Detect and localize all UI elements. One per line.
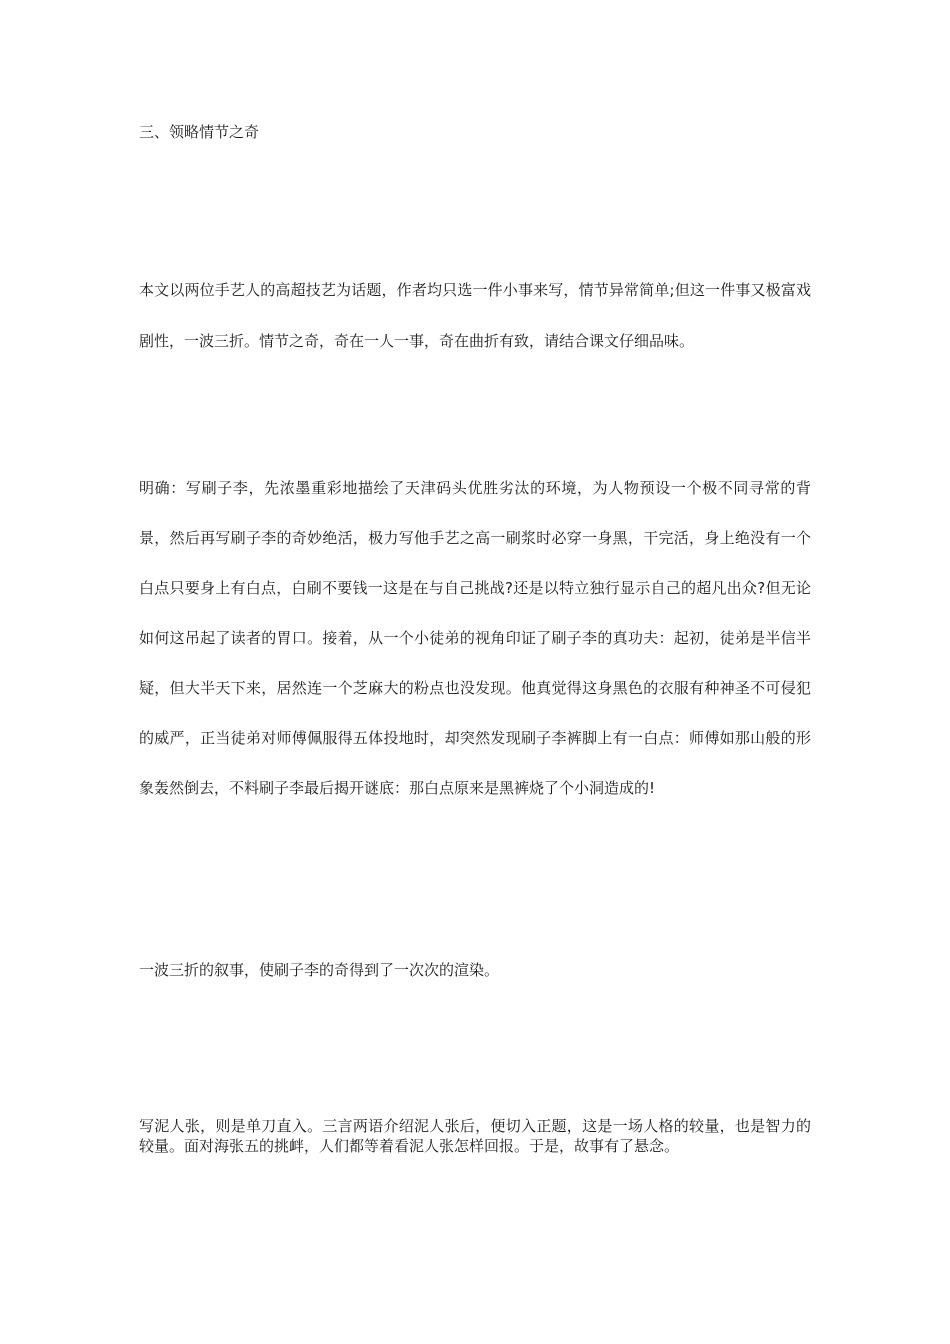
paragraph-nirenzhang: 写泥人张，则是单刀直入。三言两语介绍泥人张后，便切入正题，这是一场人格的较量，也是智力的较量。面对海张五的挑衅，人们都等着看泥人张怎样回报。于是，故事有了悬念。 (139, 1117, 811, 1155)
paragraph-shuazili-analysis: 明确：写刷子李，先浓墨重彩地描绘了天津码头优胜劣汰的环境，为人物预设一个极不同寻常的背景，然后再写刷子李的奇妙绝活，极力写他手艺之高一刷浆时必穿一身黑，干完活，身上绝没有一个白点只要身上有白点，白刷不要钱一这是在与自己挑战?还是以特立独行显示自己的超凡出众?但无论如何这吊起了读者的胃口。接着，从一个小徒弟的视角印证了刷子李的真功夫：起初，徒弟是半信半疑，但大半天下来，居然连一个芝麻大的粉点也没发现。他真觉得这身黑色的衣服有种神圣不可侵犯的威严，正当徒弟对师傅佩服得五体投地时，却突然发现刷子李裤脚上有一白点：师傅如那山般的形象轰然倒去，不料刷子李最后揭开谜底：那白点原来是黑裤烧了个小洞造成的! (139, 479, 811, 797)
paragraph-summary: 一波三折的叙事，使刷子李的奇得到了一次次的渲染。 (139, 961, 500, 979)
paragraph-intro: 本文以两位手艺人的高超技艺为话题，作者均只选一件小事来写，情节异常简单;但这一件事又极富戏剧性，一波三折。情节之奇，奇在一人一事，奇在曲折有致，请结合课文仔细品味。 (139, 281, 811, 350)
section-heading: 三、领略情节之奇 (139, 123, 260, 141)
